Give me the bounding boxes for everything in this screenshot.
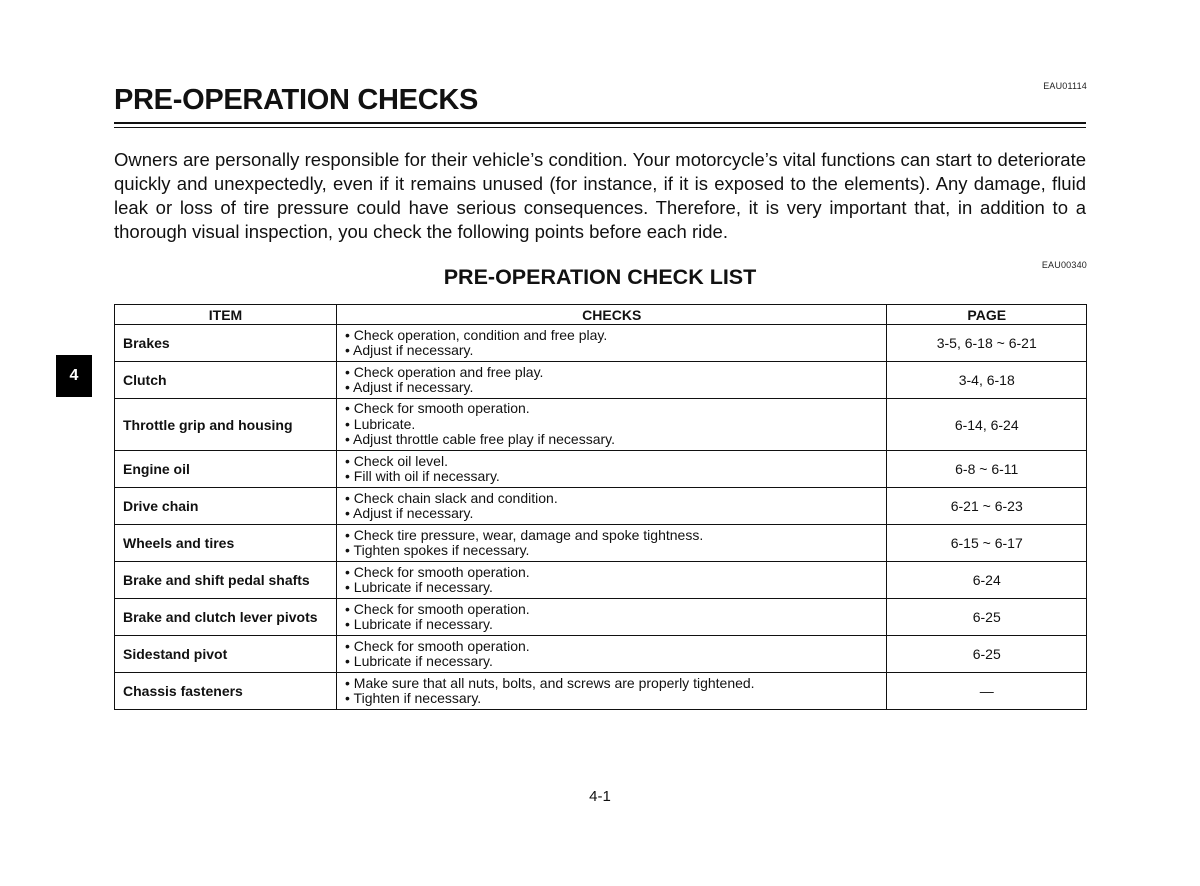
table-row [115, 599, 1087, 636]
check-line: • Check operation, condition and free play. [345, 326, 608, 343]
row-item: Sidestand pivot [115, 636, 337, 673]
row-page: 6-14, 6-24 [887, 399, 1087, 451]
table-row [115, 562, 1087, 599]
document-code: EAU01114 [1043, 81, 1087, 91]
row-checks [337, 362, 887, 399]
row-page: 6-8 ~ 6-11 [887, 451, 1087, 488]
row-item: Chassis fasteners [115, 673, 337, 710]
row-item: Engine oil [115, 451, 337, 488]
page-number: 4-1 [589, 788, 611, 805]
table-row [115, 636, 1087, 673]
column-header-item: ITEM [115, 305, 337, 325]
check-line: • Lubricate if necessary. [345, 579, 493, 595]
table-row [115, 488, 1087, 525]
table-row [115, 399, 1087, 451]
checklist-title: PRE-OPERATION CHECK LIST [443, 265, 757, 289]
table-row [115, 673, 1087, 710]
row-page: 6-21 ~ 6-23 [887, 488, 1087, 525]
title-rule-thin [114, 127, 1086, 128]
title-rule-thick [114, 122, 1086, 124]
column-header-checks: CHECKS [337, 305, 887, 325]
row-page: 3-4, 6-18 [887, 362, 1087, 399]
check-line: • Lubricate if necessary. [345, 653, 493, 669]
row-item: Drive chain [115, 488, 337, 525]
page-title: PRE-OPERATION CHECKS [114, 84, 479, 116]
check-line: • Check for smooth operation. [345, 400, 530, 417]
row-item: Brakes [115, 325, 337, 362]
row-item: Clutch [115, 362, 337, 399]
check-line: • Fill with oil if necessary. [345, 468, 500, 484]
chapter-tab: 4 [56, 355, 92, 397]
row-checks [337, 325, 887, 362]
check-line: • Check chain slack and condition. [345, 489, 558, 506]
row-page: 6-25 [887, 636, 1087, 673]
row-checks [337, 451, 887, 488]
checklist-code: EAU00340 [1041, 260, 1087, 270]
check-line: • Lubricate. [345, 415, 416, 432]
row-checks [337, 599, 887, 636]
check-line: • Check for smooth operation. [345, 600, 530, 617]
row-page: 6-24 [887, 562, 1087, 599]
row-checks [337, 562, 887, 599]
row-checks [337, 399, 887, 451]
row-page: — [887, 673, 1087, 710]
table-row [115, 525, 1087, 562]
check-line: • Adjust if necessary. [345, 379, 474, 395]
intro-paragraph: Owners are personally responsible for their vehicle’s condition. Your motorcycle’s vital functions can start to deteriorate quickly and unexpectedly, even if it remains unused (for instance, if it is exposed to the elements). Any damage, fluid leak or loss of tire pressure could have serious consequences. Therefore, it is very important that, in addition to a thorough visual inspection, you check the following points before each ride. [114, 149, 1086, 242]
check-line: • Check oil level. [345, 452, 448, 469]
row-item: Brake and clutch lever pivots [115, 599, 337, 636]
check-line: • Tighten if necessary. [345, 690, 482, 706]
row-checks [337, 673, 887, 710]
check-line: • Tighten spokes if necessary. [345, 542, 530, 558]
check-line: • Adjust if necessary. [345, 505, 474, 521]
column-header-page: PAGE [887, 305, 1087, 325]
check-line: • Check for smooth operation. [345, 563, 530, 580]
row-item: Brake and shift pedal shafts [115, 562, 337, 599]
row-checks [337, 488, 887, 525]
row-checks [337, 636, 887, 673]
check-line: • Check for smooth operation. [345, 637, 530, 654]
table-row [115, 325, 1087, 362]
check-line: • Adjust if necessary. [345, 342, 474, 358]
row-checks [337, 525, 887, 562]
table-header-row [115, 305, 1087, 325]
check-line: • Adjust throttle cable free play if necessary. [345, 431, 616, 448]
check-line: • Make sure that all nuts, bolts, and screws are properly tightened. [345, 674, 755, 691]
row-item: Wheels and tires [115, 525, 337, 562]
row-page: 3-5, 6-18 ~ 6-21 [887, 325, 1087, 362]
table-row [115, 362, 1087, 399]
row-page: 6-15 ~ 6-17 [887, 525, 1087, 562]
check-line: • Lubricate if necessary. [345, 616, 493, 632]
table-row [115, 451, 1087, 488]
check-list-table [114, 304, 1087, 710]
check-line: • Check operation and free play. [345, 363, 544, 380]
row-page: 6-25 [887, 599, 1087, 636]
row-item: Throttle grip and housing [115, 399, 337, 451]
check-line: • Check tire pressure, wear, damage and spoke tightness. [345, 526, 704, 543]
